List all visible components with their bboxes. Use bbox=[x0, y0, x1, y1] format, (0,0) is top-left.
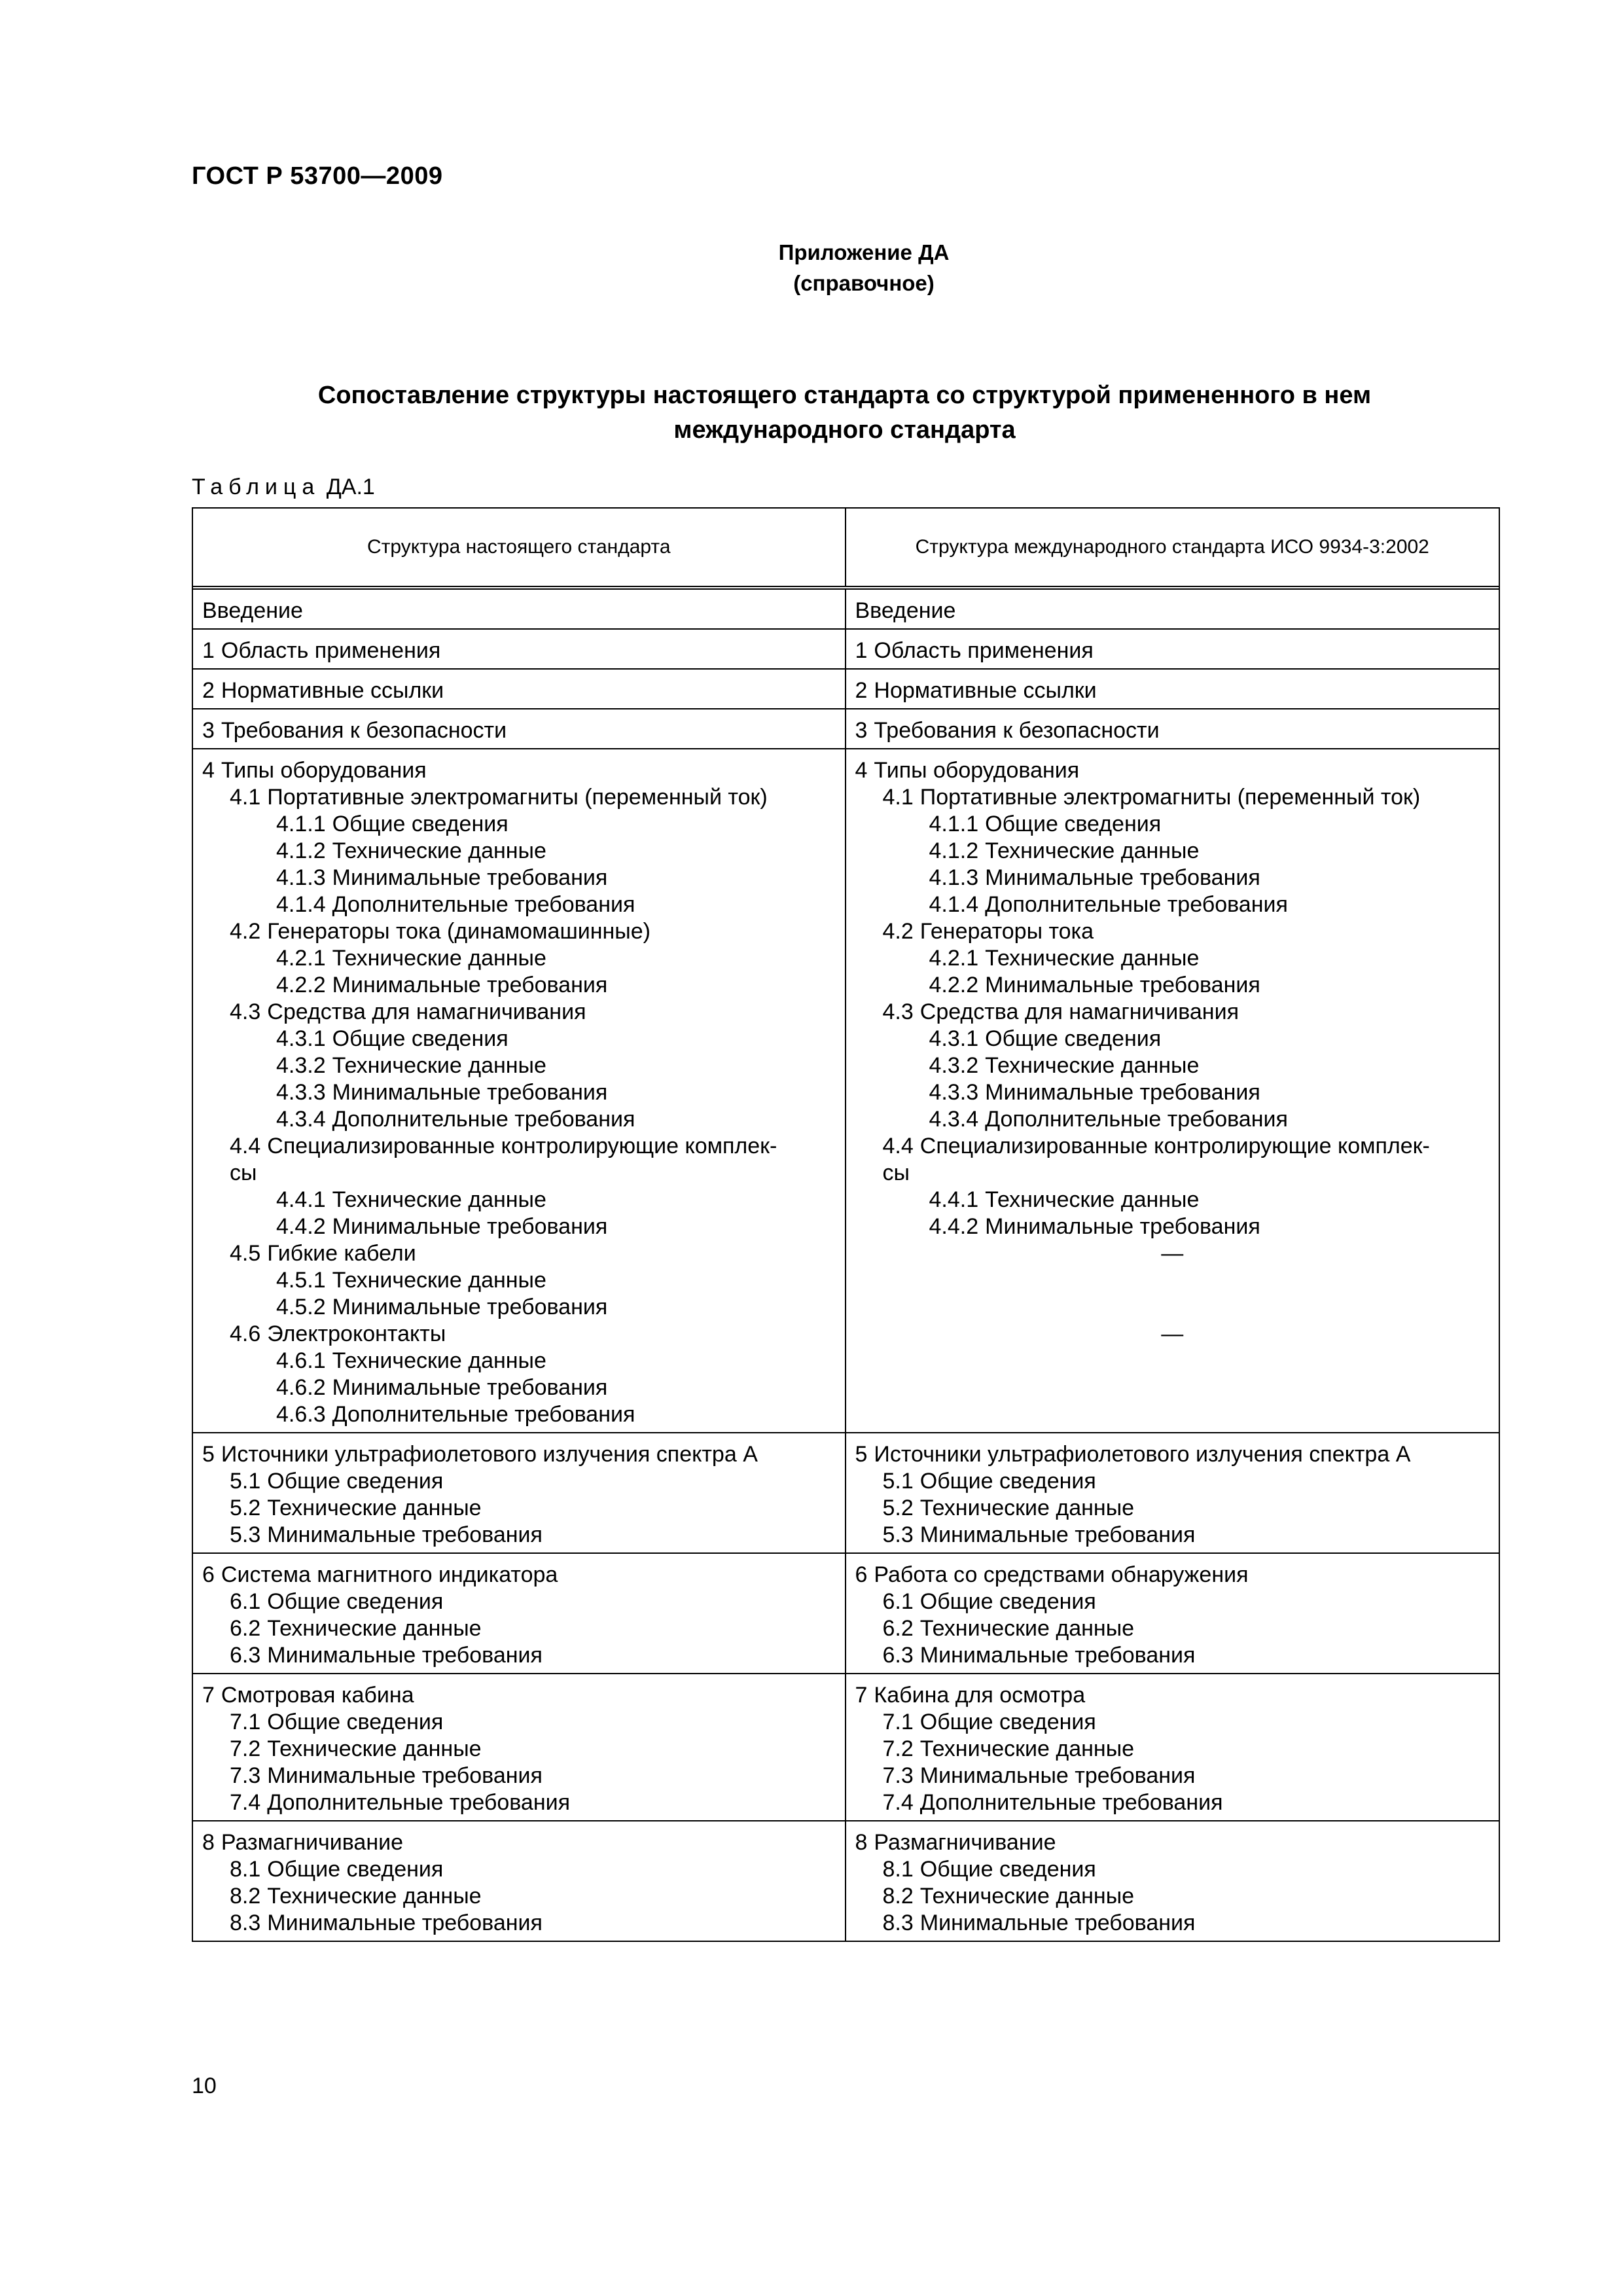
section-title: Введение bbox=[855, 598, 956, 623]
section-entry bbox=[855, 918, 1490, 945]
section-entry bbox=[855, 1522, 1490, 1549]
main-title-line-1: Сопоставление структуры настоящего стандарта со структурой примененного в нем bbox=[317, 382, 1372, 409]
section-entry bbox=[855, 1642, 1490, 1669]
section-number: 4.4.2 bbox=[929, 1214, 979, 1239]
section-entry bbox=[202, 918, 836, 945]
section-entry bbox=[855, 677, 1490, 704]
section-title: Нормативные ссылки bbox=[874, 678, 1097, 703]
section-number: 5.2 bbox=[230, 1496, 261, 1520]
section-title: Минимальные требования bbox=[985, 1214, 1260, 1239]
section-title: Минимальные требования bbox=[332, 1080, 608, 1105]
section-number: 5.1 bbox=[882, 1469, 914, 1494]
section-number: 8.1 bbox=[230, 1857, 261, 1882]
appendix-subtitle: (справочное) bbox=[793, 271, 935, 295]
section-number: 4.1.2 bbox=[929, 838, 979, 863]
section-number: 4.1.3 bbox=[276, 865, 326, 890]
section-entry bbox=[855, 945, 1490, 972]
section-entry bbox=[202, 1495, 836, 1522]
section-entry bbox=[202, 757, 836, 784]
table-header-left: Структура настоящего стандарта bbox=[193, 509, 846, 586]
table-cell-left bbox=[193, 1554, 846, 1673]
section-title: Технические данные bbox=[267, 1884, 482, 1909]
table-cell-left bbox=[193, 670, 846, 708]
section-entry bbox=[855, 1052, 1490, 1079]
section-title: Источники ультрафиолетового излучения спектра А bbox=[874, 1442, 1411, 1467]
table-cell-right bbox=[846, 1433, 1499, 1552]
table-cell-left bbox=[193, 590, 846, 628]
section-number: 6 bbox=[202, 1562, 215, 1587]
section-number: 4.6 bbox=[230, 1321, 261, 1346]
section-number: 4.3.4 bbox=[929, 1107, 979, 1132]
section-title: Общие сведения bbox=[985, 812, 1162, 836]
section-title: Технические данные bbox=[332, 838, 546, 863]
section-entry bbox=[855, 637, 1490, 664]
section-title: Минимальные требования bbox=[332, 1375, 608, 1400]
section-entry bbox=[855, 1187, 1490, 1213]
section-entry bbox=[202, 1588, 836, 1615]
section-title: сы bbox=[230, 1160, 257, 1185]
section-entry bbox=[202, 1026, 836, 1052]
section-number: 4.2.1 bbox=[276, 946, 326, 971]
table-cell-right bbox=[846, 670, 1499, 708]
table-label bbox=[192, 475, 375, 500]
table-header-right: Структура международного стандарта ИСО 9934-3:2002 bbox=[915, 536, 1429, 558]
table-row bbox=[193, 590, 1499, 630]
table-cell-left bbox=[193, 709, 846, 748]
no-equivalent-dash bbox=[855, 1240, 1490, 1267]
document-code: ГОСТ Р 53700—2009 bbox=[192, 162, 443, 190]
table-cell-right bbox=[846, 590, 1499, 628]
section-number: 4.3.1 bbox=[929, 1026, 979, 1051]
section-entry bbox=[202, 891, 836, 918]
section-entry bbox=[855, 1883, 1490, 1910]
section-number: 3 bbox=[202, 718, 215, 743]
section-number: 4.4 bbox=[230, 1134, 261, 1158]
section-number: 1 bbox=[855, 638, 868, 663]
section-number: 4.4.2 bbox=[276, 1214, 326, 1239]
table-label-word: Таблица bbox=[192, 475, 321, 499]
section-title: Технические данные bbox=[919, 1736, 1135, 1761]
section-title: Нормативные ссылки bbox=[221, 678, 444, 703]
section-title: — bbox=[1161, 1241, 1184, 1266]
table-row bbox=[193, 749, 1499, 1433]
section-title: Технические данные bbox=[985, 838, 1200, 863]
section-number: 4.2.2 bbox=[276, 973, 326, 997]
table-row bbox=[193, 1433, 1499, 1554]
section-title: Общие сведения bbox=[267, 1589, 444, 1614]
section-title: Минимальные требования bbox=[332, 865, 608, 890]
table-cell-right bbox=[846, 749, 1499, 1432]
section-entry bbox=[202, 811, 836, 838]
section-title: Минимальные требования bbox=[919, 1910, 1196, 1935]
section-entry bbox=[202, 1562, 836, 1588]
section-title: Средства для намагничивания bbox=[919, 999, 1239, 1024]
section-number: 2 bbox=[202, 678, 215, 703]
section-number: 4.3.3 bbox=[929, 1080, 979, 1105]
section-entry bbox=[855, 1615, 1490, 1642]
section-title: Смотровая кабина bbox=[221, 1683, 414, 1708]
section-entry bbox=[855, 784, 1490, 811]
section-entry bbox=[855, 1160, 1490, 1187]
section-number: 7 bbox=[202, 1683, 215, 1708]
section-entry bbox=[202, 1106, 836, 1133]
section-title: — bbox=[1161, 1321, 1184, 1346]
section-number: 1 bbox=[202, 638, 215, 663]
section-title: Источники ультрафиолетового излучения спектра А bbox=[221, 1442, 758, 1467]
section-title: Технические данные bbox=[985, 1187, 1200, 1212]
section-title: Область применения bbox=[874, 638, 1094, 663]
section-title: Минимальные требования bbox=[919, 1643, 1196, 1668]
section-number: 8.3 bbox=[230, 1910, 261, 1935]
section-title: Общие сведения bbox=[267, 1469, 444, 1494]
section-entry bbox=[855, 1588, 1490, 1615]
section-entry bbox=[202, 1240, 836, 1267]
section-title: Технические данные bbox=[332, 946, 546, 971]
section-title: Общие сведения bbox=[267, 1857, 444, 1882]
section-title: Размагничивание bbox=[221, 1830, 404, 1855]
section-title: Типы оборудования bbox=[874, 758, 1080, 783]
section-number: 4.3.2 bbox=[929, 1053, 979, 1078]
table-header-row bbox=[193, 509, 1499, 590]
section-title: Электроконтакты bbox=[267, 1321, 446, 1346]
section-entry bbox=[202, 1401, 836, 1428]
section-number: 5.3 bbox=[230, 1522, 261, 1547]
section-number: 8.3 bbox=[882, 1910, 914, 1935]
section-entry bbox=[202, 717, 836, 744]
section-number: 8 bbox=[202, 1830, 215, 1855]
section-entry bbox=[855, 1682, 1490, 1709]
section-number: 7.4 bbox=[230, 1790, 261, 1815]
comparison-table bbox=[192, 507, 1500, 1942]
section-entry bbox=[202, 1615, 836, 1642]
section-title: Общие сведения bbox=[985, 1026, 1162, 1051]
section-number: 4.1.2 bbox=[276, 838, 326, 863]
section-number: 5 bbox=[202, 1442, 215, 1467]
section-number: 7.2 bbox=[882, 1736, 914, 1761]
section-title: Типы оборудования bbox=[221, 758, 427, 783]
section-number: 8 bbox=[855, 1830, 868, 1855]
section-number: 5.1 bbox=[230, 1469, 261, 1494]
section-entry bbox=[202, 945, 836, 972]
section-entry bbox=[855, 972, 1490, 999]
section-entry bbox=[202, 838, 836, 865]
section-number: 6.3 bbox=[882, 1643, 914, 1668]
section-number: 7.2 bbox=[230, 1736, 261, 1761]
section-number: 4.3.1 bbox=[276, 1026, 326, 1051]
section-entry bbox=[855, 999, 1490, 1026]
section-title: Средства для намагничивания bbox=[267, 999, 586, 1024]
section-entry bbox=[202, 1642, 836, 1669]
section-number: 4.1 bbox=[882, 785, 914, 810]
section-title: Минимальные требования bbox=[332, 1295, 608, 1319]
section-title: Минимальные требования bbox=[919, 1763, 1196, 1788]
section-entry bbox=[202, 1682, 836, 1709]
section-number: 4.4 bbox=[882, 1134, 914, 1158]
section-title: Дополнительные требования bbox=[267, 1790, 571, 1815]
section-number: 7.3 bbox=[230, 1763, 261, 1788]
section-title: Генераторы тока (динамомашинные) bbox=[267, 919, 651, 944]
section-number: 7.1 bbox=[882, 1710, 914, 1734]
section-entry bbox=[202, 1522, 836, 1549]
section-number: 5.2 bbox=[882, 1496, 914, 1520]
section-title: сы bbox=[882, 1160, 910, 1185]
section-entry bbox=[202, 972, 836, 999]
section-entry bbox=[202, 1267, 836, 1294]
section-entry bbox=[855, 1856, 1490, 1883]
section-entry bbox=[855, 1709, 1490, 1736]
section-number: 6 bbox=[855, 1562, 868, 1587]
section-number: 4.1.4 bbox=[929, 892, 979, 917]
section-number: 3 bbox=[855, 718, 868, 743]
section-number: 4.2.2 bbox=[929, 973, 979, 997]
section-entry bbox=[855, 1441, 1490, 1468]
table-cell-left bbox=[193, 749, 846, 1432]
section-title: Общие сведения bbox=[919, 1469, 1096, 1494]
section-title: Технические данные bbox=[332, 1187, 546, 1212]
section-entry bbox=[855, 1267, 1490, 1294]
section-number: 4 bbox=[202, 758, 215, 783]
section-entry bbox=[855, 1829, 1490, 1856]
section-entry bbox=[855, 1294, 1490, 1321]
section-number: 8.2 bbox=[230, 1884, 261, 1909]
section-title: Технические данные bbox=[985, 946, 1200, 971]
section-title: Специализированные контролирующие комплек- bbox=[267, 1134, 777, 1158]
section-number: 4.1.4 bbox=[276, 892, 326, 917]
section-entry bbox=[202, 1789, 836, 1816]
section-entry bbox=[202, 1187, 836, 1213]
section-entry bbox=[855, 1495, 1490, 1522]
section-entry bbox=[855, 1468, 1490, 1495]
section-title: Работа со средствами обнаружения bbox=[874, 1562, 1249, 1587]
table-row bbox=[193, 709, 1499, 749]
appendix-title: Приложение ДА bbox=[778, 240, 950, 264]
table-cell-left bbox=[193, 1433, 846, 1552]
section-number: 7.4 bbox=[882, 1790, 914, 1815]
table-cell-right bbox=[846, 1674, 1499, 1820]
section-number: 4.2.1 bbox=[929, 946, 979, 971]
section-entry bbox=[855, 1910, 1490, 1937]
section-title: Минимальные требования bbox=[267, 1522, 543, 1547]
section-title: Общие сведения bbox=[919, 1589, 1096, 1614]
section-number: 8.2 bbox=[882, 1884, 914, 1909]
table-cell-left bbox=[193, 630, 846, 668]
section-number: 4.3.4 bbox=[276, 1107, 326, 1132]
section-title: Минимальные требования bbox=[985, 865, 1260, 890]
section-title: Дополнительные требования bbox=[985, 1107, 1288, 1132]
section-title: Минимальные требования bbox=[985, 1080, 1260, 1105]
section-entry bbox=[855, 1026, 1490, 1052]
section-title: Дополнительные требования bbox=[332, 1402, 635, 1427]
section-number: 8.1 bbox=[882, 1857, 914, 1882]
section-entry bbox=[855, 1106, 1490, 1133]
section-number: 4.5.2 bbox=[276, 1295, 326, 1319]
section-title: Общие сведения bbox=[919, 1710, 1096, 1734]
section-entry bbox=[202, 1910, 836, 1937]
section-title: Гибкие кабели bbox=[267, 1241, 416, 1266]
section-title: Технические данные bbox=[332, 1053, 546, 1078]
section-number: 4.6.3 bbox=[276, 1402, 326, 1427]
section-entry bbox=[202, 1160, 836, 1187]
section-entry bbox=[202, 1709, 836, 1736]
section-entry bbox=[855, 1736, 1490, 1763]
section-title: Минимальные требования bbox=[267, 1643, 543, 1668]
section-number: 6.2 bbox=[230, 1616, 261, 1641]
section-entry bbox=[202, 1052, 836, 1079]
section-title: Минимальные требования bbox=[267, 1910, 543, 1935]
section-entry bbox=[202, 598, 836, 624]
table-row bbox=[193, 1821, 1499, 1941]
section-entry bbox=[855, 1213, 1490, 1240]
section-entry bbox=[202, 1133, 836, 1160]
section-number: 7.3 bbox=[882, 1763, 914, 1788]
section-number: 4.3 bbox=[230, 999, 261, 1024]
section-title: Требования к безопасности bbox=[221, 718, 507, 743]
section-number: 7.1 bbox=[230, 1710, 261, 1734]
section-title: Дополнительные требования bbox=[919, 1790, 1223, 1815]
section-number: 4.3.3 bbox=[276, 1080, 326, 1105]
section-number: 4.1.1 bbox=[929, 812, 979, 836]
section-number: 4.1.1 bbox=[276, 812, 326, 836]
section-title: Требования к безопасности bbox=[874, 718, 1160, 743]
section-number: 4.1.3 bbox=[929, 865, 979, 890]
section-entry bbox=[202, 637, 836, 664]
section-number: 5 bbox=[855, 1442, 868, 1467]
section-entry bbox=[855, 717, 1490, 744]
section-number: 7 bbox=[855, 1683, 868, 1708]
section-title: Технические данные bbox=[332, 1268, 546, 1293]
table-cell-right bbox=[846, 1554, 1499, 1673]
section-number: 4.4.1 bbox=[276, 1187, 326, 1212]
section-title: Минимальные требования bbox=[267, 1763, 543, 1788]
section-title: Технические данные bbox=[985, 1053, 1200, 1078]
no-equivalent-dash bbox=[855, 1321, 1490, 1348]
section-title: Общие сведения bbox=[919, 1857, 1096, 1882]
section-entry bbox=[202, 1829, 836, 1856]
section-number: 6.1 bbox=[230, 1589, 261, 1614]
section-number: 4 bbox=[855, 758, 868, 783]
section-title: Размагничивание bbox=[874, 1830, 1056, 1855]
section-title: Общие сведения bbox=[332, 1026, 508, 1051]
section-number: 4.3.2 bbox=[276, 1053, 326, 1078]
section-entry bbox=[202, 1736, 836, 1763]
section-number: 4.1 bbox=[230, 785, 261, 810]
section-title: Дополнительные требования bbox=[985, 892, 1288, 917]
section-title: Дополнительные требования bbox=[332, 892, 635, 917]
table-cell-left bbox=[193, 1674, 846, 1820]
section-entry bbox=[202, 1348, 836, 1374]
section-title: Дополнительные требования bbox=[332, 1107, 635, 1132]
table-body bbox=[193, 590, 1499, 1941]
section-title: Генераторы тока bbox=[919, 919, 1094, 944]
section-number: 5.3 bbox=[882, 1522, 914, 1547]
section-title: Технические данные bbox=[267, 1736, 482, 1761]
table-cell-right bbox=[846, 630, 1499, 668]
table-row bbox=[193, 670, 1499, 709]
section-entry bbox=[202, 1374, 836, 1401]
section-title: Технические данные bbox=[267, 1616, 482, 1641]
section-title: Технические данные bbox=[919, 1496, 1135, 1520]
section-entry bbox=[855, 1763, 1490, 1789]
table-row bbox=[193, 1674, 1499, 1821]
main-title-line-2: международного стандарта bbox=[673, 416, 1016, 444]
section-number: 4.2 bbox=[230, 919, 261, 944]
section-title: Кабина для осмотра bbox=[874, 1683, 1086, 1708]
section-entry bbox=[202, 1213, 836, 1240]
section-title: Общие сведения bbox=[267, 1710, 444, 1734]
section-title: Портативные электромагниты (переменный ток) bbox=[267, 785, 768, 810]
section-title: Специализированные контролирующие комплек- bbox=[919, 1134, 1430, 1158]
section-number: 6.1 bbox=[882, 1589, 914, 1614]
section-entry bbox=[855, 865, 1490, 891]
section-number: 2 bbox=[855, 678, 868, 703]
section-title: Минимальные требования bbox=[332, 973, 608, 997]
section-entry bbox=[855, 598, 1490, 624]
page-number: 10 bbox=[192, 2073, 217, 2098]
section-entry bbox=[202, 1321, 836, 1348]
section-number: 4.6.1 bbox=[276, 1348, 326, 1373]
section-number: 6.3 bbox=[230, 1643, 261, 1668]
section-number: 4.2 bbox=[882, 919, 914, 944]
section-entry bbox=[202, 1883, 836, 1910]
section-number: 4.4.1 bbox=[929, 1187, 979, 1212]
table-row bbox=[193, 630, 1499, 670]
section-entry bbox=[202, 784, 836, 811]
section-entry bbox=[855, 811, 1490, 838]
table-cell-right bbox=[846, 709, 1499, 748]
section-number: 4.5.1 bbox=[276, 1268, 326, 1293]
section-entry bbox=[855, 838, 1490, 865]
table-cell-left bbox=[193, 1821, 846, 1941]
section-title: Технические данные bbox=[332, 1348, 546, 1373]
section-entry bbox=[855, 1562, 1490, 1588]
section-entry bbox=[855, 1789, 1490, 1816]
section-entry bbox=[202, 1763, 836, 1789]
section-entry bbox=[855, 1133, 1490, 1160]
section-entry bbox=[855, 1079, 1490, 1106]
section-entry bbox=[202, 1294, 836, 1321]
table-label-number: ДА.1 bbox=[326, 475, 375, 499]
section-entry bbox=[202, 1468, 836, 1495]
section-number: 4.6.2 bbox=[276, 1375, 326, 1400]
section-entry bbox=[202, 865, 836, 891]
table-row bbox=[193, 1554, 1499, 1674]
table-cell-right bbox=[846, 1821, 1499, 1941]
section-number: 4.5 bbox=[230, 1241, 261, 1266]
section-title: Технические данные bbox=[919, 1884, 1135, 1909]
section-title: Общие сведения bbox=[332, 812, 508, 836]
section-title: Минимальные требования bbox=[919, 1522, 1196, 1547]
section-entry bbox=[855, 757, 1490, 784]
section-title: Минимальные требования bbox=[332, 1214, 608, 1239]
section-title: Минимальные требования bbox=[985, 973, 1260, 997]
section-entry bbox=[202, 1079, 836, 1106]
section-title: Технические данные bbox=[919, 1616, 1135, 1641]
section-number: 4.3 bbox=[882, 999, 914, 1024]
section-entry bbox=[855, 891, 1490, 918]
section-title: Технические данные bbox=[267, 1496, 482, 1520]
section-number: 6.2 bbox=[882, 1616, 914, 1641]
section-entry bbox=[202, 1856, 836, 1883]
section-entry bbox=[202, 677, 836, 704]
section-title: Система магнитного индикатора bbox=[221, 1562, 558, 1587]
section-title: Портативные электромагниты (переменный ток) bbox=[919, 785, 1421, 810]
section-title: Область применения bbox=[221, 638, 441, 663]
section-title: Введение bbox=[202, 598, 303, 623]
section-entry bbox=[202, 999, 836, 1026]
section-entry bbox=[202, 1441, 836, 1468]
